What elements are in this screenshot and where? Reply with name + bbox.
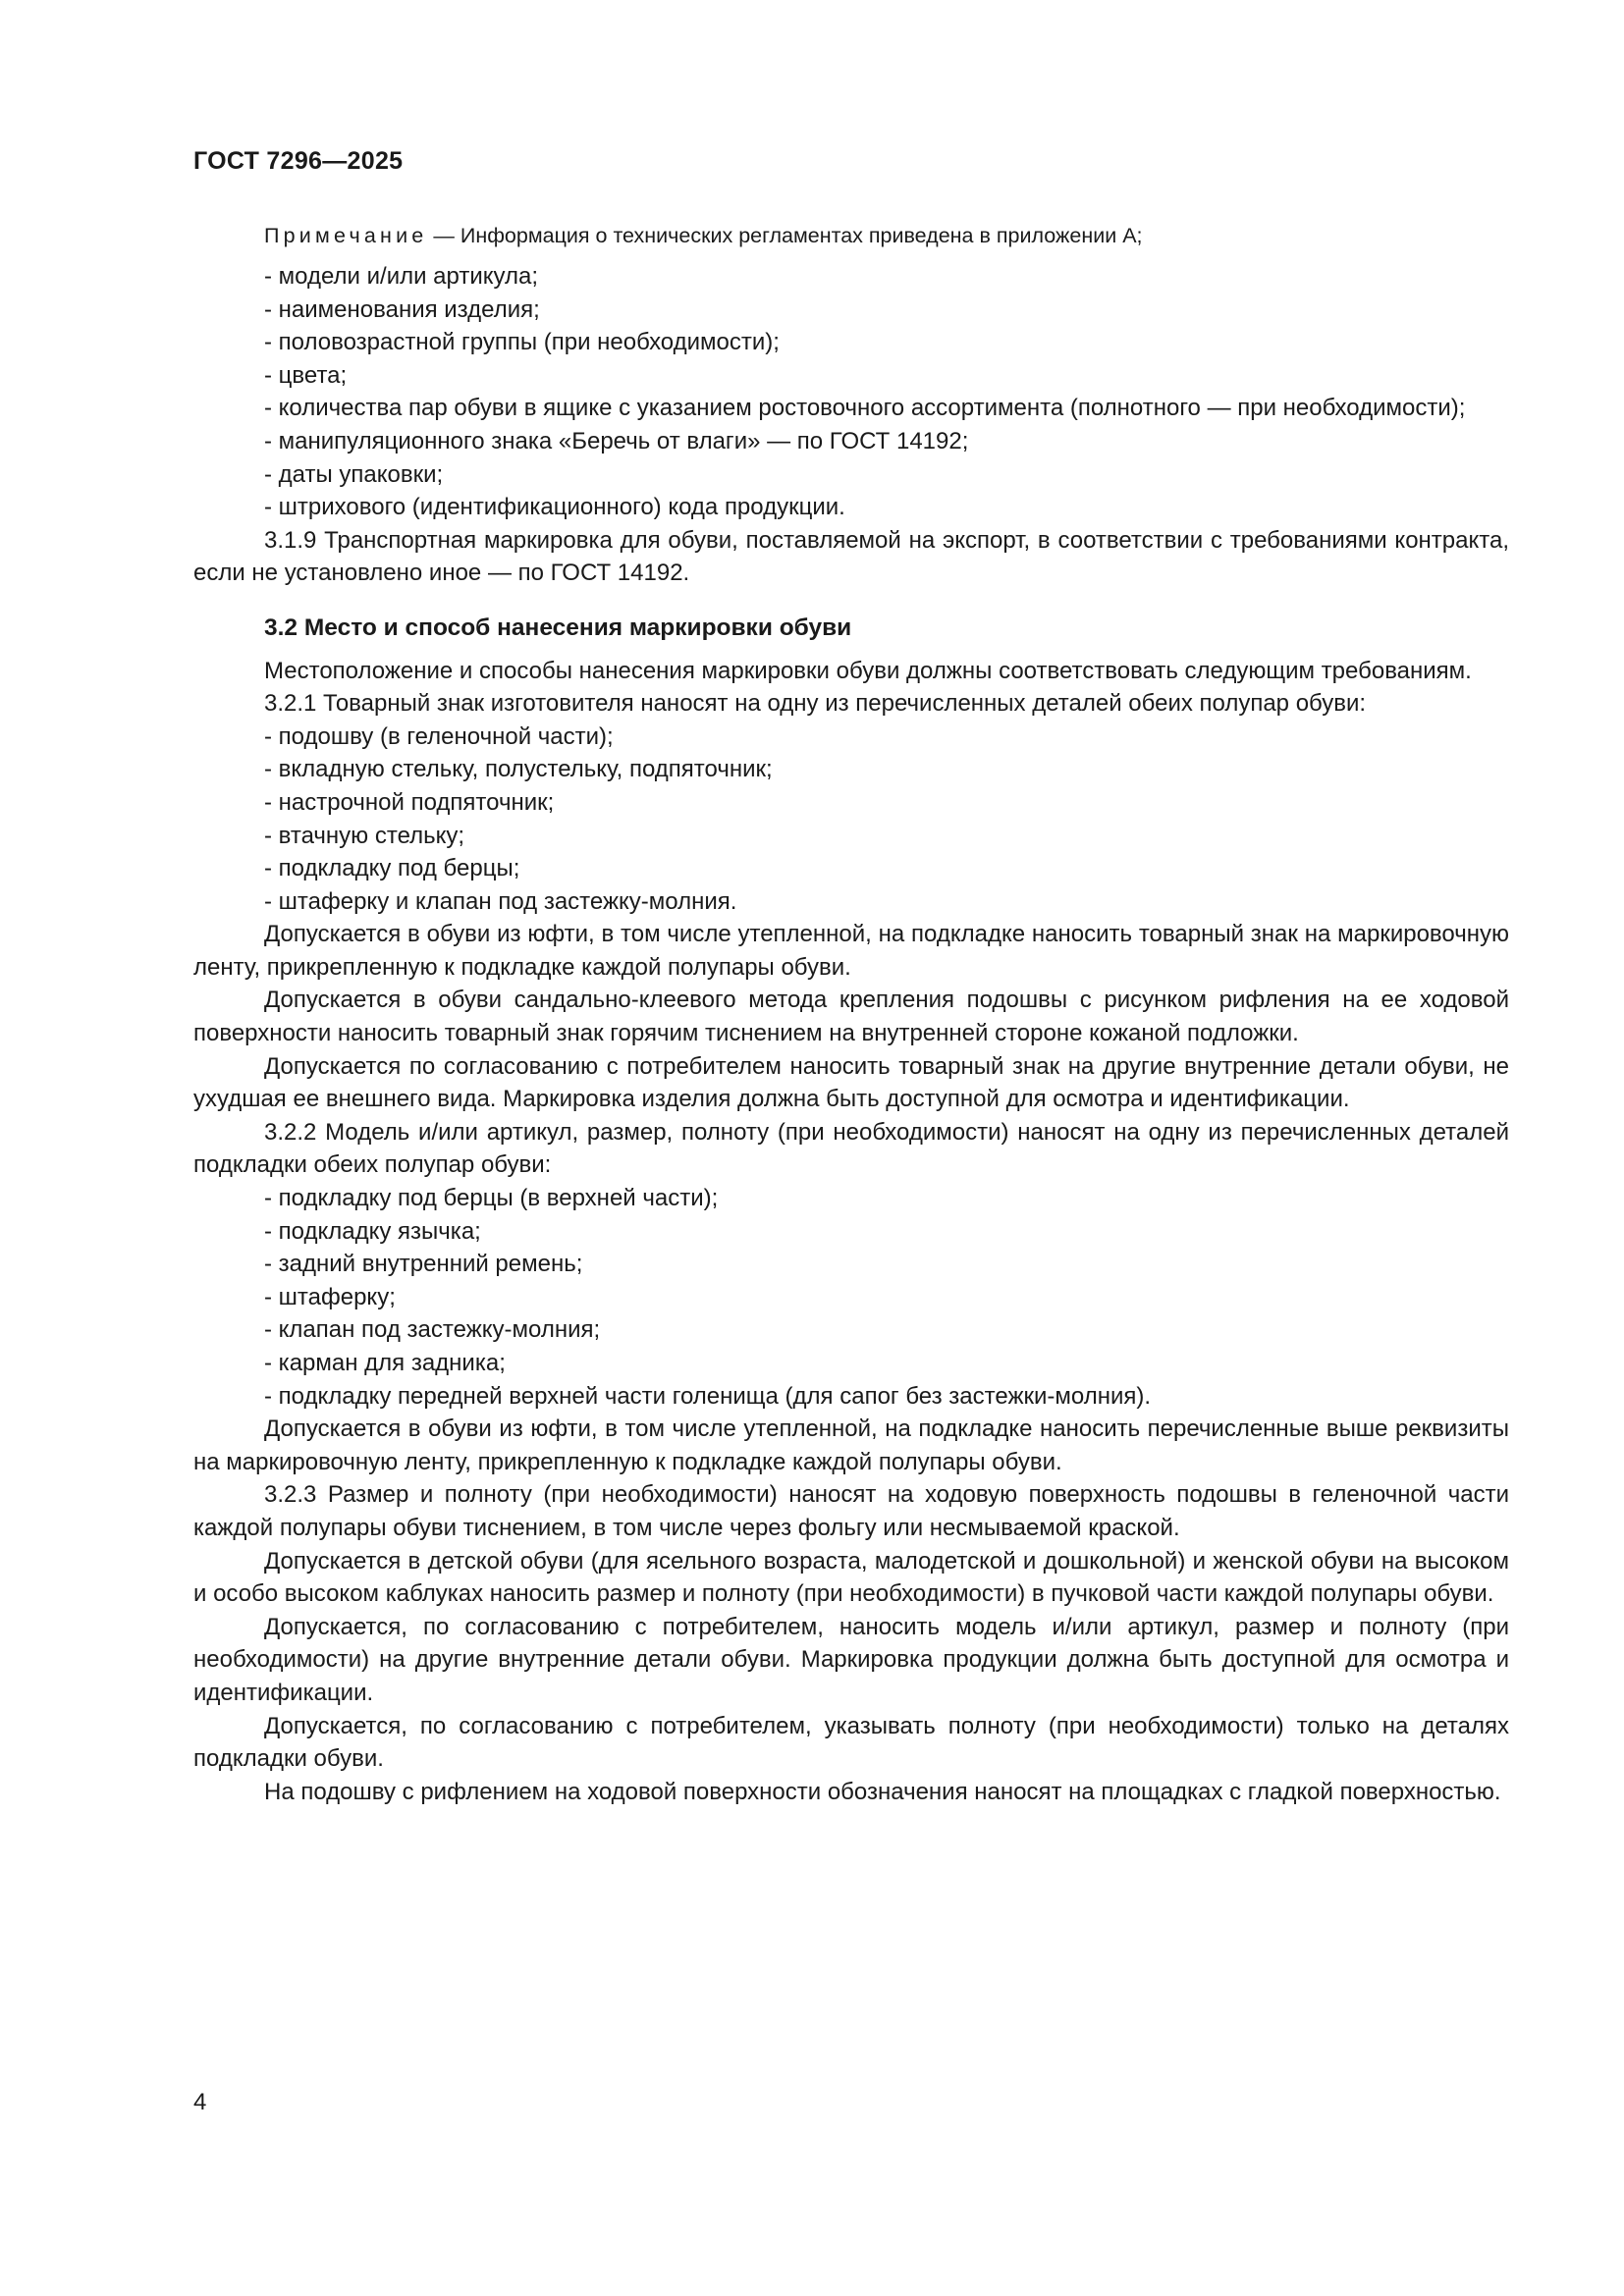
list-item: - вкладную стельку, полустельку, подпяточник; bbox=[264, 756, 773, 783]
list-item: - штрихового (идентификационного) кода продукции. bbox=[264, 494, 845, 521]
list-item: - манипуляционного знака «Беречь от влаги» — по ГОСТ 14192; bbox=[264, 427, 969, 454]
list-item: - подкладку язычка; bbox=[264, 1217, 481, 1245]
list-item: - штаферку и клапан под застежку-молния. bbox=[264, 887, 737, 915]
note-paragraph bbox=[193, 221, 1509, 250]
list-item: - модели и/или артикула; bbox=[264, 263, 538, 290]
clause-3-1-9: 3.1.9 Транспортная маркировка для обуви, поставляемой на экспорт, в соответствии с требованиями контракта, если не установлено иное — по ГОСТ 14192. bbox=[193, 526, 1509, 587]
section-title-3-2: 3.2 Место и способ нанесения маркировки обуви bbox=[264, 614, 852, 641]
clause-3-2-1: 3.2.1 Товарный знак изготовителя наносят на одну из перечисленных деталей обеих полупар обуви: bbox=[264, 690, 1367, 718]
note-label: Примечание bbox=[264, 224, 428, 247]
paragraph: Допускается, по согласованию с потребителем, наносить модель и/или артикул, размер и полноту (при необходимости) на другие внутренние детали обуви. Маркировка продукции должна быть доступной для осмотра и идентификации. bbox=[193, 1613, 1509, 1706]
page-number: 4 bbox=[193, 2089, 207, 2115]
list-item: - половозрастной группы (при необходимости); bbox=[264, 329, 780, 356]
list-item: - клапан под застежку-молния; bbox=[264, 1316, 601, 1344]
paragraph: На подошву с рифлением на ходовой поверхности обозначения наносят на площадках с гладкой поверхностью. bbox=[264, 1778, 1501, 1805]
clause-3-2-3: 3.2.3 Размер и полноту (при необходимости) наносят на ходовую поверхность подошвы в геленочной части каждой полупары обуви тиснением, в том числе через фольгу или несмываемой краской. bbox=[193, 1481, 1509, 1541]
document-header: ГОСТ 7296—2025 bbox=[193, 147, 404, 175]
list-item: - подкладку под берцы (в верхней части); bbox=[264, 1185, 719, 1212]
list-item: - штаферку; bbox=[264, 1283, 396, 1310]
list-item: - количества пар обуви в ящике с указанием ростовочного ассортимента (полнотного — при необходимости); bbox=[264, 395, 1466, 422]
clause-3-2-2: 3.2.2 Модель и/или артикул, размер, полноту (при необходимости) наносят на одну из перечисленных деталей подкладки обеих полупар обуви: bbox=[193, 1118, 1509, 1179]
paragraph: Допускается в обуви сандально-клеевого метода крепления подошвы с рисунком рифления на ее ходовой поверхности наносить товарный знак горячим тиснением на внутренней стороне кожаной подложки. bbox=[193, 987, 1509, 1047]
paragraph: Допускается по согласованию с потребителем наносить товарный знак на другие внутренние детали обуви, не ухудшая ее внешнего вида. Маркировка изделия должна быть доступной для осмотра и идентификации. bbox=[193, 1052, 1509, 1113]
page-body bbox=[193, 221, 1509, 1808]
paragraph: Допускается в обуви из юфти, в том числе утепленной, на подкладке наносить перечисленные выше реквизиты на маркировочную ленту, прикрепленную к подкладке каждой полупары обуви. bbox=[193, 1415, 1509, 1475]
paragraph: Допускается в детской обуви (для ясельного возраста, малодетской и дошкольной) и женской обуви на высоком и особо высоком каблуках наносить размер и полноту (при необходимости) в пучковой части каждой полупары обуви. bbox=[193, 1547, 1509, 1608]
list-item: - цвета; bbox=[264, 361, 348, 389]
list-item: - подкладку передней верхней части голенища (для сапог без застежки-молния). bbox=[264, 1382, 1152, 1410]
note-text: — Информация о технических регламентах приведена в приложении А; bbox=[427, 224, 1143, 247]
section-intro: Местоположение и способы нанесения маркировки обуви должны соответствовать следующим требованиям. bbox=[264, 657, 1472, 684]
list-item: - втачную стельку; bbox=[264, 822, 465, 849]
list-item: - задний внутренний ремень; bbox=[264, 1251, 583, 1278]
list-item: - подкладку под берцы; bbox=[264, 855, 520, 882]
paragraph: Допускается в обуви из юфти, в том числе утепленной, на подкладке наносить товарный знак на маркировочную ленту, прикрепленную к подкладке каждой полупары обуви. bbox=[193, 921, 1509, 981]
list-item: - даты упаковки; bbox=[264, 460, 444, 488]
list-item: - карман для задника; bbox=[264, 1350, 506, 1376]
list-item: - настрочной подпяточник; bbox=[264, 788, 555, 816]
paragraph: Допускается, по согласованию с потребителем, указывать полноту (при необходимости) только на деталях подкладки обуви. bbox=[193, 1712, 1509, 1773]
list-item: - наименования изделия; bbox=[264, 295, 540, 323]
list-item: - подошву (в геленочной части); bbox=[264, 722, 614, 750]
